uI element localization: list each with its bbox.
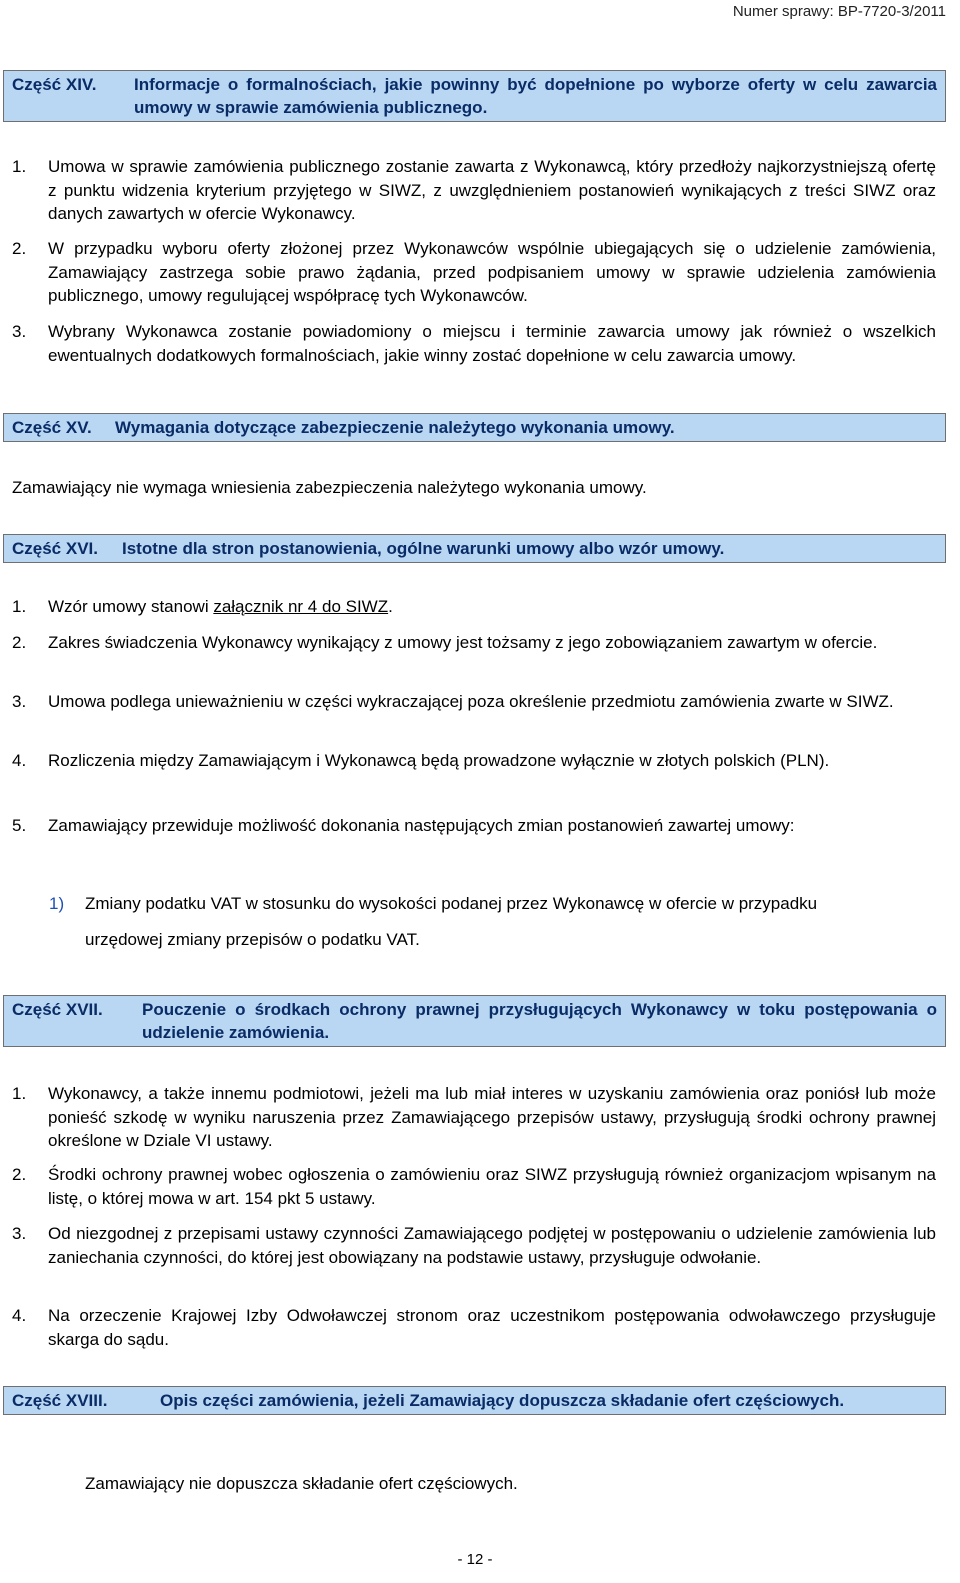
sub-list-item (49, 886, 929, 958)
section-label: Część XVI. (12, 539, 98, 558)
list-item (12, 1222, 936, 1269)
item-number: 3. (12, 692, 27, 711)
item-number: 3. (12, 1224, 27, 1243)
item-text: Od niezgodnej z przepisami ustawy czynności Zamawiającego podjętej w postępowaniu o udzielenie zamówienia lub zaniechania czynności, do której jest obowiązany na podstawie ustawy, przysługuje odwołanie. (48, 1224, 936, 1267)
item-number: 2. (12, 633, 27, 652)
item-text: Wykonawcy, a także innemu podmiotowi, jeżeli ma lub miał interes w uzyskaniu zamówienia oraz poniósł lub może ponieść szkodę w wyniku naruszenia przez Zamawiającego przepisów ustawy, przysługują środki ochrony prawnej określone w Dziale VI ustawy. (48, 1084, 936, 1150)
list-item (12, 808, 936, 843)
section-xiv-heading (3, 70, 946, 122)
item-text: Wybrany Wykonawca zostanie powiadomiony o miejscu i terminie zawarcia umowy jak również o wszelkich ewentualnych dodatkowych formalnościach, jakie winny zostać dopełnione w celu zawarcia umowy. (48, 322, 936, 365)
case-number: Numer sprawy: BP-7720-3/2011 (732, 3, 946, 20)
section-label: Część XV. (12, 418, 92, 437)
item-text: Umowa podlega unieważnieniu w części wykraczającej poza określenie przedmiotu zamówienia zwarte w SIWZ. (48, 692, 894, 711)
item-number: 1. (12, 597, 27, 616)
list-item (12, 320, 936, 367)
item-number: 3. (12, 322, 27, 341)
page-number: - 12 - (457, 1551, 493, 1568)
section-title: Istotne dla stron postanowienia, ogólne warunki umowy albo wzór umowy. (122, 539, 725, 558)
sub-item-number: 1) (49, 894, 65, 913)
section-xvi-heading (3, 534, 946, 563)
section-label: Część XVIII. (12, 1391, 108, 1410)
list-item (12, 690, 936, 714)
item-text-prefix: Wzór umowy stanowi (48, 597, 214, 616)
item-text-suffix: . (388, 597, 393, 616)
list-item (12, 1163, 936, 1210)
section-label: Część XIV. (12, 75, 97, 94)
sub-item-text: Zmiany podatku VAT w stosunku do wysokości podanej przez Wykonawcę w ofercie w przypadku urzędowej zmiany przepisów o podatku VAT. (85, 894, 818, 949)
attachment-link[interactable]: załącznik nr 4 do SIWZ (213, 597, 389, 616)
section-xv-body: Zamawiający nie wymaga wniesienia zabezpieczenia należytego wykonania umowy. (12, 478, 647, 497)
item-text: Na orzeczenie Krajowej Izby Odwoławczej stronom oraz uczestnikom postępowania odwoławczego przysługuje skarga do sądu. (48, 1306, 936, 1349)
list-item (12, 595, 936, 619)
item-text: Środki ochrony prawnej wobec ogłoszenia o zamówieniu oraz SIWZ przysługują również organizacjom wpisanym na listę, o której mowa w art. 154 pkt 5 ustawy. (48, 1165, 936, 1208)
list-item (12, 749, 936, 773)
item-number: 4. (12, 1306, 27, 1325)
section-xvii-heading (3, 995, 946, 1047)
item-number: 1. (12, 1084, 27, 1103)
item-number: 5. (12, 816, 27, 835)
item-text: W przypadku wyboru oferty złożonej przez Wykonawców wspólnie ubiegających się o udzielenie zamówienia, Zamawiający zastrzega sobie prawo żądania, przed podpisaniem umowy w sprawie udzielenia zamówienia publicznego, umowy regulującej współpracę tych Wykonawców. (48, 239, 936, 305)
list-item (12, 1304, 936, 1351)
section-xviii-heading (3, 1386, 946, 1415)
section-title: Pouczenie o środkach ochrony prawnej przysługujących Wykonawcy w toku postępowania o udzielenie zamówienia. (142, 1000, 937, 1042)
section-title: Wymagania dotyczące zabezpieczenie należytego wykonania umowy. (115, 418, 675, 437)
item-text: Zakres świadczenia Wykonawcy wynikający z umowy jest tożsamy z jego zobowiązaniem zawartym w ofercie. (48, 633, 878, 652)
section-title: Informacje o formalnościach, jakie powinny być dopełnione po wyborze oferty w celu zawarcia umowy w sprawie zamówienia publicznego. (134, 75, 937, 117)
item-number: 2. (12, 239, 27, 258)
item-text: Umowa w sprawie zamówienia publicznego zostanie zawarta z Wykonawcą, który przedłoży najkorzystniejszą ofertę z punktu widzenia kryterium przyjętego w SIWZ, z uwzględnieniem postanowień wynikających z treści SIWZ oraz danych zawartych w ofercie Wykonawcy. (48, 157, 936, 223)
section-title: Opis części zamówienia, jeżeli Zamawiający dopuszcza składanie ofert częściowych. (160, 1391, 845, 1410)
item-text (48, 595, 936, 619)
list-item (12, 237, 936, 308)
item-number: 4. (12, 751, 27, 770)
item-text: Rozliczenia między Zamawiającym i Wykonawcą będą prowadzone wyłącznie w złotych polskich (PLN). (48, 751, 830, 770)
item-number: 2. (12, 1165, 27, 1184)
item-number: 1. (12, 157, 27, 176)
list-item (12, 155, 936, 226)
item-text: Zamawiający przewiduje możliwość dokonania następujących zmian postanowień zawartej umowy: (48, 816, 795, 835)
section-xviii-body: Zamawiający nie dopuszcza składanie ofert częściowych. (85, 1474, 518, 1493)
list-item (12, 631, 936, 655)
section-xv-heading (3, 413, 946, 442)
list-item (12, 1082, 936, 1153)
section-label: Część XVII. (12, 1000, 103, 1019)
